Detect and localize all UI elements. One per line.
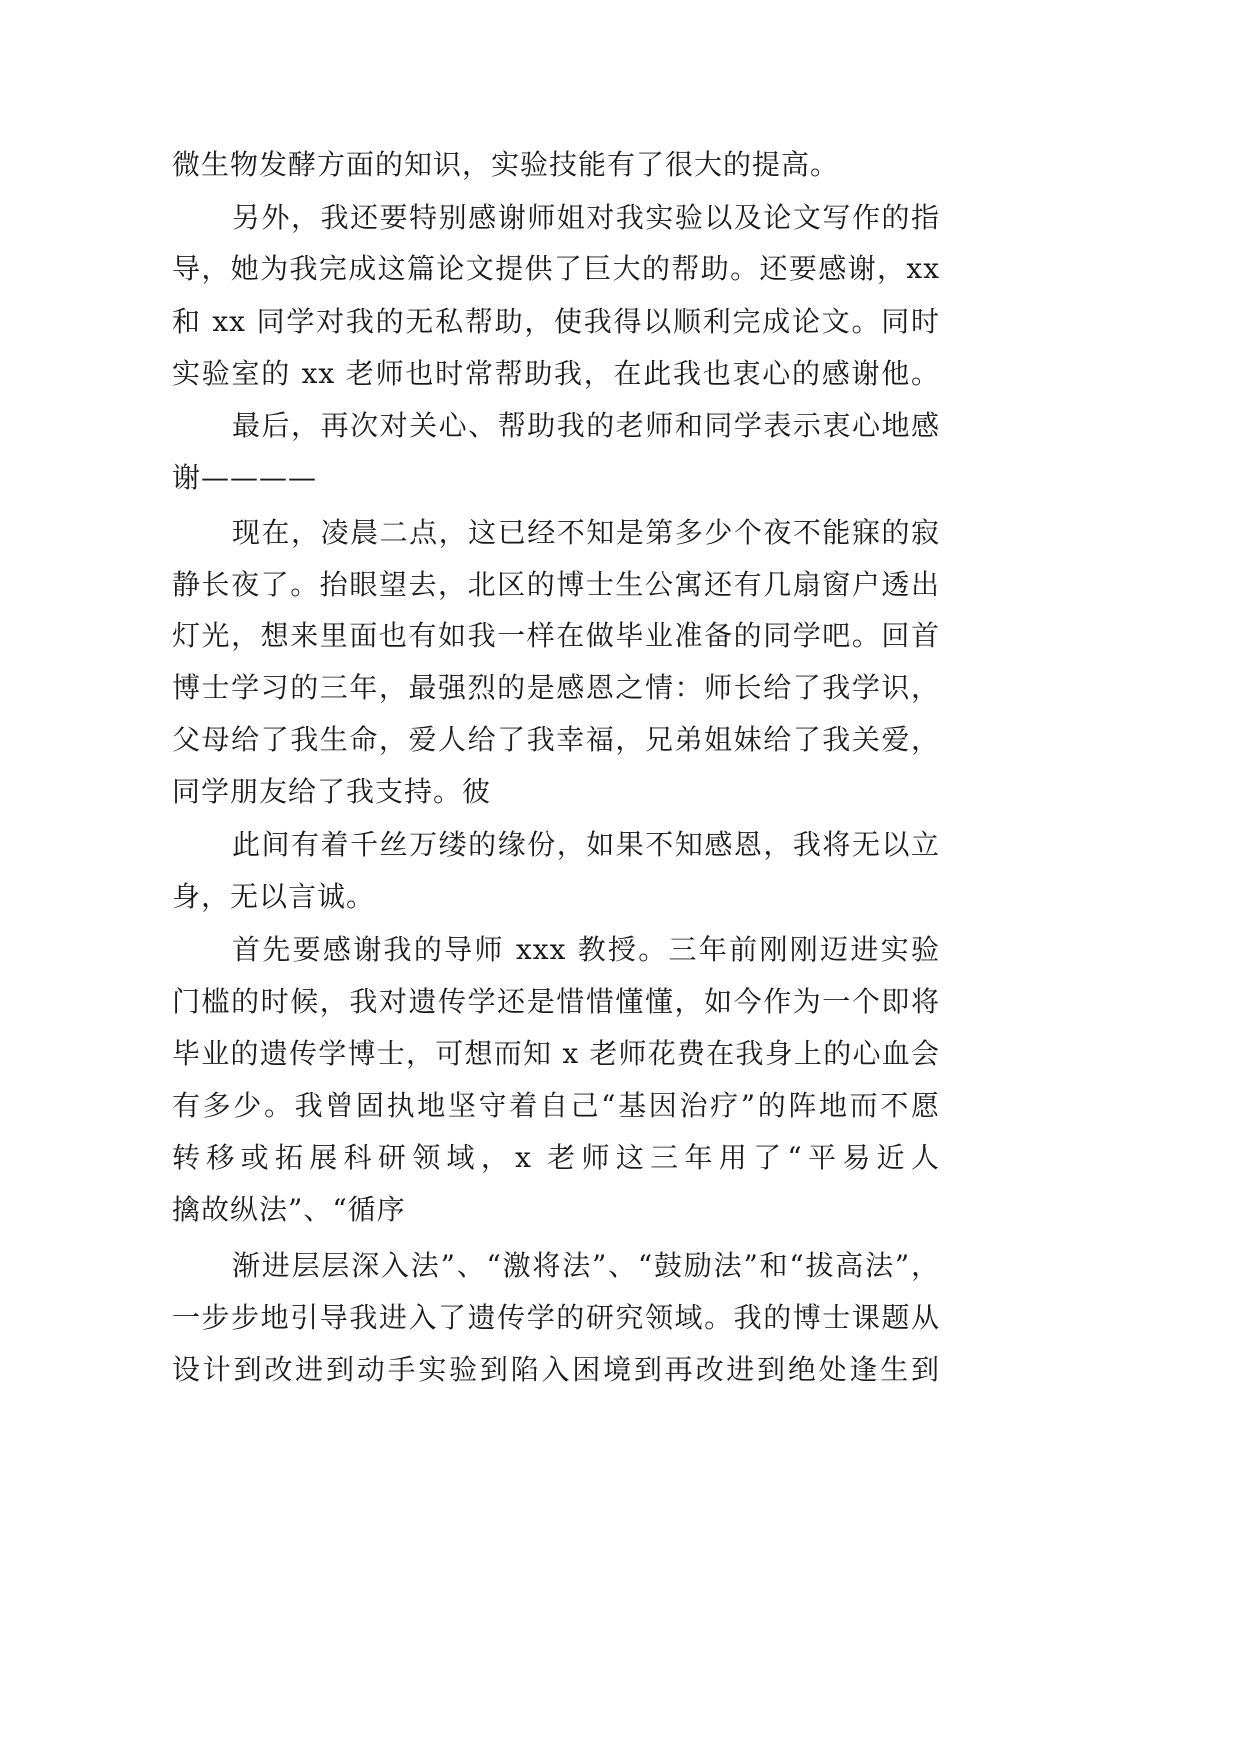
text-line: 渐进层层深入法”、“激将法”、“鼓励法”和“拔高法”， — [232, 1249, 940, 1282]
text-line: 实验室的 xx 老师也时常帮助我，在此我也衷心的感谢他。 — [172, 357, 940, 390]
text-line: 同学朋友给了我支持。彼 — [172, 775, 492, 808]
text-line: 静长夜了。抬眼望去，北区的博士生公寓还有几扇窗户透出 — [172, 568, 940, 601]
text-line: 父母给了我生命，爱人给了我幸福，兄弟姐妹给了我关爱， — [172, 723, 940, 756]
text-line: 现在，凌晨二点，这已经不知是第多少个夜不能寐的寂 — [232, 516, 940, 549]
text-line: 首先要感谢我的导师 xxx 教授。三年前刚刚迈进实验 — [232, 933, 940, 966]
text-line: 最后，再次对关心、帮助我的老师和同学表示衷心地感 — [232, 409, 940, 442]
text-line: 擒故纵法”、“循序 — [172, 1193, 406, 1226]
text-line: 门槛的时候，我对遗传学还是惜惜懂懂，如今作为一个即将 — [172, 985, 940, 1018]
text-line: 此间有着千丝万缕的缘份，如果不知感恩，我将无以立 — [232, 828, 940, 861]
text-line: 谢———— — [172, 461, 318, 494]
text-line: 和 xx 同学对我的无私帮助，使我得以顺利完成论文。同时 — [172, 305, 940, 338]
text-line: 设计到改进到动手实验到陷入困境到再改进到绝处逢生到 — [172, 1353, 940, 1386]
text-line: 毕业的遗传学博士，可想而知 x 老师花费在我身上的心血会 — [172, 1037, 940, 1070]
text-line: 有多少。我曾固执地坚守着自己“基因治疗”的阵地而不愿 — [172, 1089, 940, 1122]
text-line: 导，她为我完成这篇论文提供了巨大的帮助。还要感谢，xx — [172, 252, 940, 285]
text-line: 另外，我还要特别感谢师姐对我实验以及论文写作的指 — [232, 201, 940, 234]
text-line: 身，无以言诚。 — [172, 880, 376, 913]
text-line: 微生物发酵方面的知识，实验技能有了很大的提高。 — [172, 148, 840, 181]
text-line: 一步步地引导我进入了遗传学的研究领域。我的博士课题从 — [172, 1301, 940, 1334]
text-line: 灯光，想来里面也有如我一样在做毕业准备的同学吧。回首 — [172, 619, 940, 652]
text-line: 转移或拓展科研领域，x 老师这三年用了“平易近人 — [172, 1141, 940, 1174]
text-line: 博士学习的三年，最强烈的是感恩之情：师长给了我学识， — [172, 671, 940, 704]
